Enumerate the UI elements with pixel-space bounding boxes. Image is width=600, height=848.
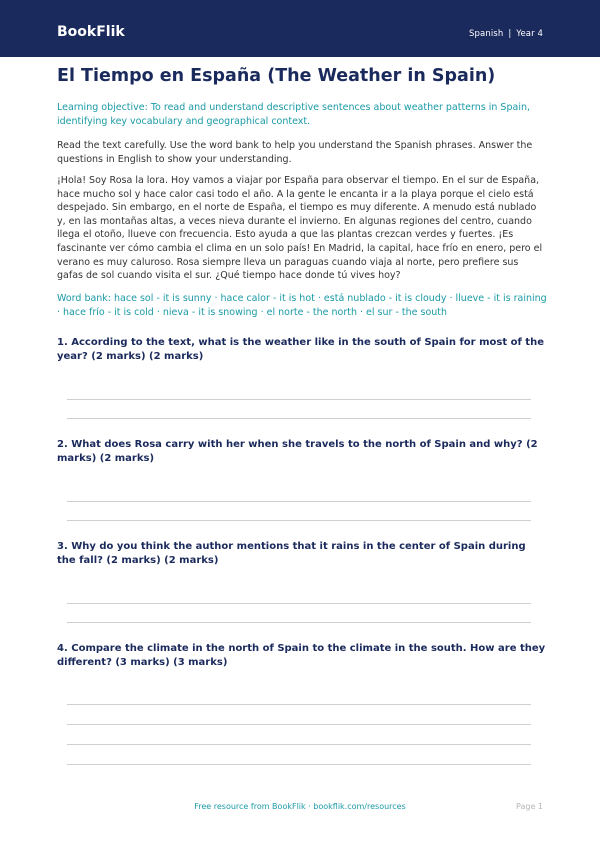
question-3: 3. Why do you think the author mentions that it rains in the center of Spain during the fall? (2 marks) (2 marks) <box>57 541 526 566</box>
year-label: Year 4 <box>516 29 543 39</box>
word-bank: Word bank: hace sol - it is sunny · hace calor - it is hot · está nublado - it is cloudy · llueve - it is raining · hace frío - it is cold · nieva - it is snowing · el norte - the north · el sur - the south <box>57 293 547 318</box>
reading-passage: ¡Hola! Soy Rosa la lora. Hoy vamos a viajar por España para observar el tiempo. En el sur de España, hace mucho sol y hace calor casi todo el año. A la gente le encanta ir a la playa porque el cielo está despejado. Sin embargo, en el norte de España, el tiempo es muy diferente. A menudo está nublado y, en las montañas altas, a veces nieva durante el invierno. En algunas regiones del centro, cuando llega el otoño, llueve con frecuencia. Esto ayuda a que las plantas crezcan verdes y fuertes. ¡Es fascinante ver cómo cambia el clima en un solo país! En Madrid, la capital, hace frío en enero, pero el verano es muy caluroso. Rosa siempre lleva un paraguas cuando viaja al norte, pero prefiere sus gafas de sol cuando visita el sur. ¿Qué tiempo hace donde tú vives hoy? <box>57 175 543 282</box>
meta-separator: | <box>508 29 512 39</box>
learning-objective: Learning objective: To read and understand descriptive sentences about weather patterns in Spain, identifying key vocabulary and geographical context. <box>57 102 530 127</box>
page-header <box>0 0 600 57</box>
answer-line[interactable] <box>67 704 531 705</box>
question-1: 1. According to the text, what is the weather like in the south of Spain for most of the year? (2 marks) (2 marks) <box>57 337 544 362</box>
answer-line[interactable] <box>67 399 531 400</box>
answer-line[interactable] <box>67 724 531 725</box>
answer-line[interactable] <box>67 603 531 604</box>
question-2: 2. What does Rosa carry with her when she travels to the north of Spain and why? (2 marks) (2 marks) <box>57 439 538 464</box>
question-4: 4. Compare the climate in the north of Spain to the climate in the south. How are they different? (3 marks) (3 marks) <box>57 643 546 668</box>
answer-line[interactable] <box>67 520 531 521</box>
footer-credit: Free resource from BookFlik · bookflik.com/resources <box>194 802 406 811</box>
subject-year <box>469 29 543 39</box>
answer-line[interactable] <box>67 764 531 765</box>
answer-line[interactable] <box>67 744 531 745</box>
page-number: Page 1 <box>516 802 543 811</box>
subject-label: Spanish <box>469 29 504 39</box>
answer-line[interactable] <box>67 622 531 623</box>
page-title: El Tiempo en España (The Weather in Spain) <box>57 66 496 86</box>
answer-line[interactable] <box>67 501 531 502</box>
answer-line[interactable] <box>67 418 531 419</box>
brand-logo-text: BookFlik <box>57 24 125 40</box>
instructions: Read the text carefully. Use the word bank to help you understand the Spanish phrases. Answer the questions in English to show your understanding. <box>57 140 533 165</box>
